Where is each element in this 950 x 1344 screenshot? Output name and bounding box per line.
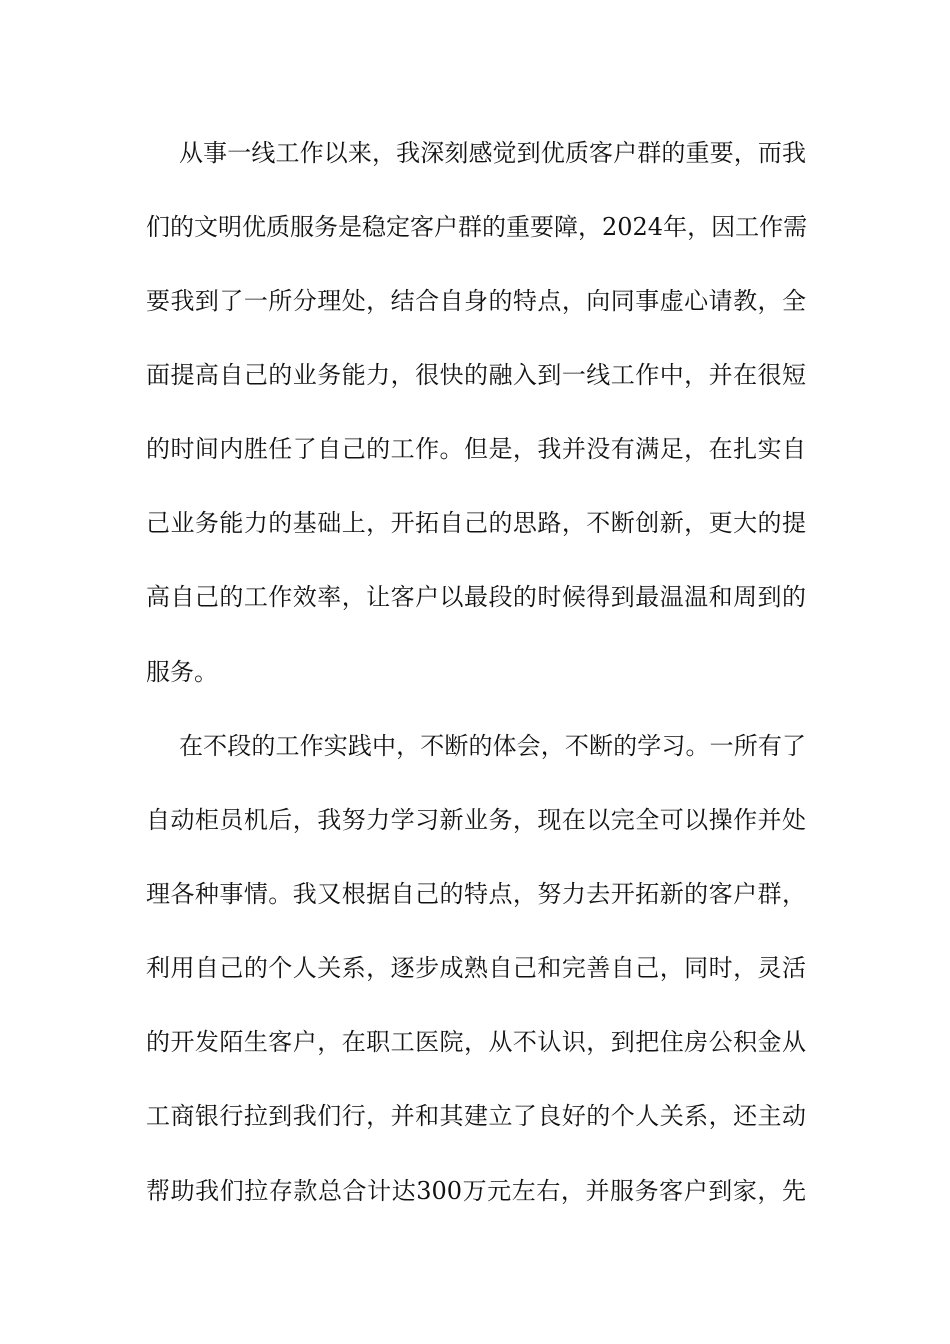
paragraph-1-line-6: 己业务能力的基础上，开拓自己的思路，不断创新，更大的提 <box>146 509 806 537</box>
paragraph-2-line-5: 的开发陌生客户，在职工医院，从不认识，到把住房公积金从 <box>146 1028 806 1056</box>
paragraph-1-line-3: 要我到了一所分理处，结合自身的特点，向同事虚心请教，全 <box>146 287 806 315</box>
paragraph-1-line-8: 服务。 <box>146 658 218 686</box>
paragraph-2-line-6: 工商银行拉到我们行，并和其建立了良好的个人关系，还主动 <box>146 1102 806 1130</box>
paragraph-1-line-7: 高自己的工作效率，让客户以最段的时候得到最温温和周到的 <box>146 583 806 611</box>
paragraph-2-line-4: 利用自己的个人关系，逐步成熟自己和完善自己，同时，灵活 <box>146 954 806 982</box>
paragraph-1-line-1: 从事一线工作以来，我深刻感觉到优质客户群的重要，而我 <box>179 139 806 167</box>
paragraph-1-line-2: 们的文明优质服务是稳定客户群的重要障，2024年，因工作需 <box>146 213 808 241</box>
paragraph-2-line-7: 帮助我们拉存款总合计达300万元左右，并服务客户到家，先 <box>146 1177 806 1205</box>
paragraph-2-line-3: 理各种事情。我又根据自己的特点，努力去开拓新的客户群， <box>146 880 806 908</box>
paragraph-2-line-2: 自动柜员机后，我努力学习新业务，现在以完全可以操作并处 <box>146 806 806 834</box>
paragraph-1-line-5: 的时间内胜任了自己的工作。但是，我并没有满足，在扎实自 <box>146 435 806 463</box>
paragraph-2-line-1: 在不段的工作实践中，不断的体会，不断的学习。一所有了 <box>179 732 806 760</box>
paragraph-1-line-4: 面提高自己的业务能力，很快的融入到一线工作中，并在很短 <box>146 361 806 389</box>
